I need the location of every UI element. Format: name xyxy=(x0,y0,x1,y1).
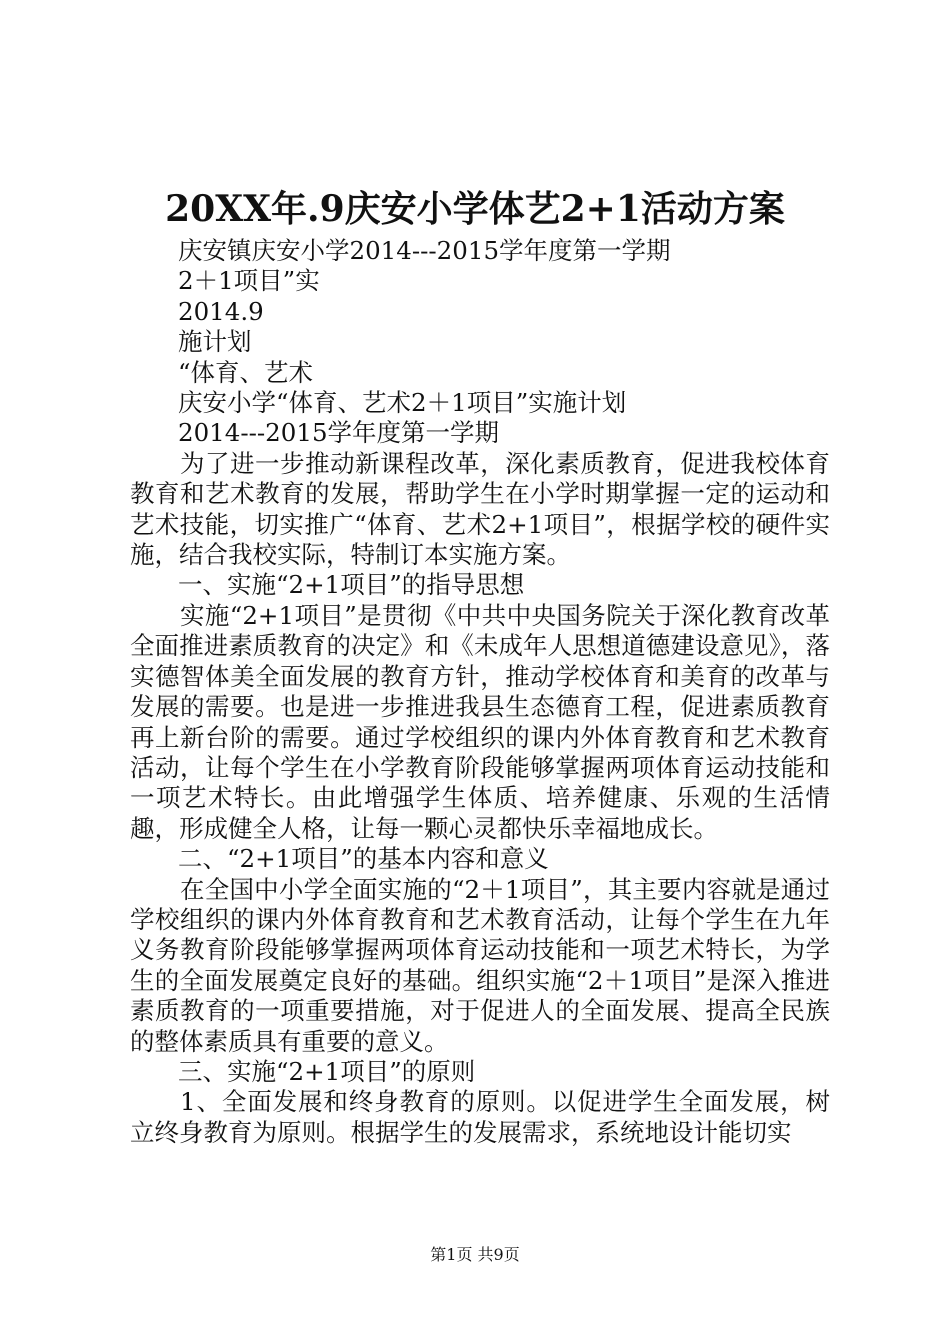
paragraph-intro: 为了进一步推动新课程改革，深化素质教育，促进我校体育教育和艺术教育的发展，帮助学生在小学时期掌握一定的运动和艺术技能，切实推广“体育、艺术2+1项目”，根据学校的硬件实施，结合我校实际，特制订本实施方案。 xyxy=(130,448,830,570)
document-body xyxy=(130,236,830,1148)
paragraph-content-meaning: 在全国中小学全面实施的“2＋1项目”，其主要内容就是通过学校组织的课内外体育教育和艺术教育活动，让每个学生在九年义务教育阶段能够掌握两项体育运动技能和一项艺术特长，为学生的全面发展奠定良好的基础。组织实施“2＋1项目”是深入推进素质教育的一项重要措施，对于促进人的全面发展、提高全民族的整体素质具有重要的意义。 xyxy=(130,874,830,1056)
page-footer: 第1页 共9页 xyxy=(430,1245,520,1264)
header-line-project-fragment: 2＋1项目”实 xyxy=(178,266,320,296)
paragraph-guiding-ideology: 实施“2+1项目”是贯彻《中共中央国务院关于深化教育改革全面推进素质教育的决定》和《未成年人思想道德建设意见》，落实德智体美全面发展的教育方针，推动学校体育和美育的改革与发展的需要。也是进一步推进我县生态德育工程，促进素质教育再上新台阶的需要。通过学校组织的课内外体育教育和艺术教育活动，让每个学生在小学教育阶段能够掌握两项体育运动技能和一项艺术特长。由此增强学生体质、培养健康、乐观的生活情趣，形成健全人格，让每一颗心灵都快乐幸福地成长。 xyxy=(130,600,830,843)
header-line-sports-arts-fragment: “体育、艺术 xyxy=(178,357,314,387)
document-title: 20XX年.9庆安小学体艺2+1活动方案 xyxy=(165,188,785,230)
section-heading-3: 三、实施“2+1项目”的原则 xyxy=(178,1056,476,1086)
section-heading-2: 二、“2+1项目”的基本内容和意义 xyxy=(178,844,549,874)
header-line-plan-title: 庆安小学“体育、艺术2＋1项目”实施计划 xyxy=(178,388,627,418)
header-line-date: 2014.9 xyxy=(178,296,264,326)
section-heading-1: 一、实施“2+1项目”的指导思想 xyxy=(178,570,525,600)
header-line-school-term: 庆安镇庆安小学2014---2015学年度第一学期 xyxy=(178,236,671,265)
header-line-plan-fragment: 施计划 xyxy=(178,327,252,357)
paragraph-principle-1: 1、全面发展和终身教育的原则。以促进学生全面发展，树立终身教育为原则。根据学生的发展需求，系统地设计能切实 xyxy=(130,1087,830,1147)
header-line-term: 2014---2015学年度第一学期 xyxy=(178,418,500,448)
